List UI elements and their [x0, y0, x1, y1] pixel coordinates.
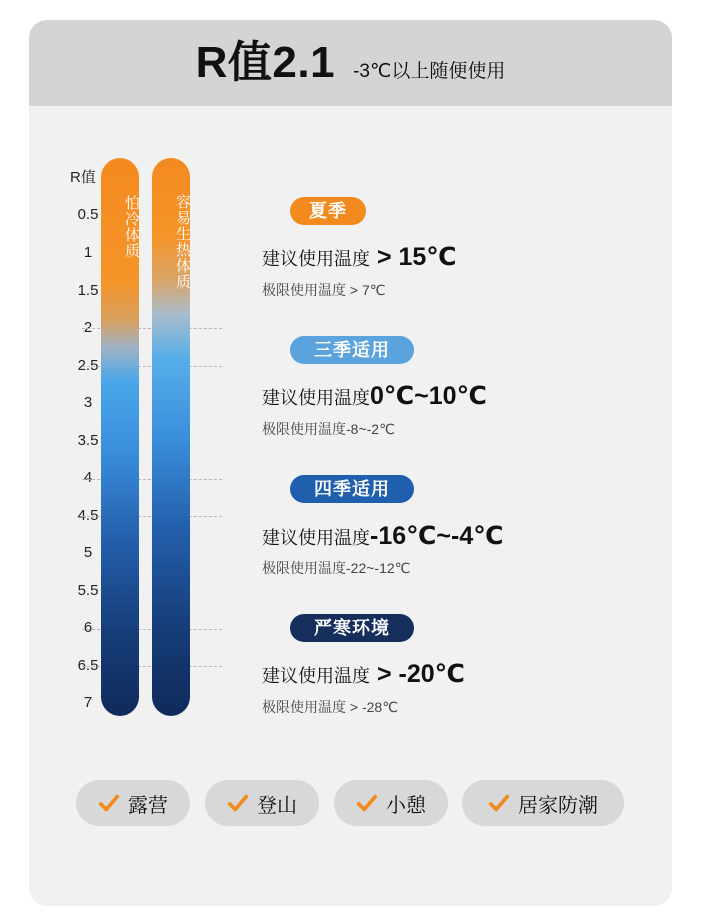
- rec-prefix: 建议使用温度: [262, 388, 370, 408]
- rec-prefix: 建议使用温度: [262, 666, 370, 686]
- scale-tick: 3.5: [77, 432, 99, 449]
- bar-label: 怕冷体质: [123, 195, 140, 259]
- rec-value: > -20℃: [370, 660, 465, 688]
- recommended-temp: [262, 659, 465, 689]
- scale-tick: 3: [83, 394, 93, 411]
- header-bar: [29, 20, 672, 106]
- scale-tick: 1: [83, 244, 93, 261]
- scale-tick: 4.5: [77, 507, 99, 524]
- scale-tick: 7: [83, 694, 93, 711]
- scale-tick: 1.5: [77, 282, 99, 299]
- season-badge: 夏季: [290, 197, 366, 225]
- scale-tick: 0.5: [77, 206, 99, 223]
- recommended-temp: [262, 242, 457, 272]
- recommended-temp: [262, 521, 504, 551]
- scale-tick: 6: [83, 619, 93, 636]
- season-badge: 三季适用: [290, 336, 414, 364]
- tag-nap: [334, 780, 448, 826]
- tag-label: 居家防潮: [518, 794, 598, 817]
- limit-temp: 极限使用温度-8~-2℃: [262, 421, 395, 437]
- scale-label: R值: [70, 169, 96, 186]
- cold-sensitive-bar: [101, 158, 139, 716]
- limit-temp: 极限使用温度 > -28℃: [262, 699, 398, 715]
- check-icon: [356, 792, 378, 814]
- scale-tick: 5.5: [77, 582, 99, 599]
- tag-label: 露营: [128, 794, 168, 817]
- limit-temp: 极限使用温度 > 7℃: [262, 282, 386, 298]
- check-icon: [227, 792, 249, 814]
- r-value-subtitle: -3℃以上随便使用: [353, 61, 506, 82]
- tag-camping: [76, 780, 190, 826]
- warm-body-bar: [152, 158, 190, 716]
- season-badge: 四季适用: [290, 475, 414, 503]
- tag-home-moisture: [462, 780, 624, 826]
- scale-tick: 2.5: [77, 357, 99, 374]
- scale-tick: 5: [83, 544, 93, 561]
- rec-value: -16℃~-4℃: [370, 522, 504, 550]
- rec-value: 0℃~10℃: [370, 382, 487, 410]
- scale-tick: 2: [83, 319, 93, 336]
- bar-label: 容易生热体质: [174, 194, 191, 290]
- limit-temp: 极限使用温度-22~-12℃: [262, 560, 411, 576]
- rec-prefix: 建议使用温度: [262, 249, 370, 269]
- tag-hiking: [205, 780, 319, 826]
- rec-value: > 15℃: [370, 243, 457, 271]
- check-icon: [98, 792, 120, 814]
- season-badge: 严寒环境: [290, 614, 414, 642]
- rec-prefix: 建议使用温度: [262, 528, 370, 548]
- tag-label: 登山: [257, 794, 297, 817]
- recommended-temp: [262, 381, 487, 411]
- tag-label: 小憩: [386, 794, 426, 817]
- r-value-title: R值2.1: [195, 38, 336, 87]
- scale-tick: 6.5: [77, 657, 99, 674]
- scale-tick: 4: [83, 469, 93, 486]
- check-icon: [488, 792, 510, 814]
